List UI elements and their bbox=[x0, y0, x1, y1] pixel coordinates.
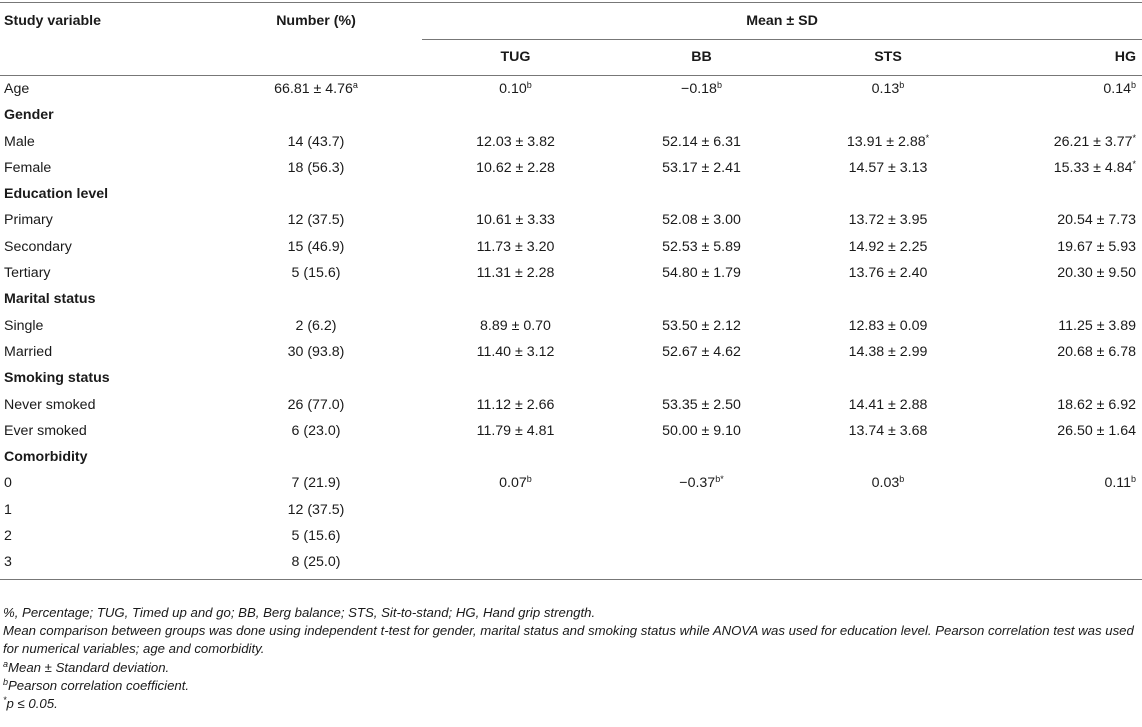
cell-bb: $-0.37^{b*}$ bbox=[679, 474, 724, 492]
cell-sts: 14.92 ± 2.25 bbox=[848, 238, 928, 255]
cell-hg: 19.67 ± 5.93 bbox=[1057, 238, 1137, 255]
table-row bbox=[0, 418, 1142, 444]
section-row bbox=[0, 444, 1142, 470]
cell-number: 18 (56.3) bbox=[287, 159, 345, 176]
header-tug: TUG bbox=[422, 40, 609, 76]
cell-hg: 0.11$^b$ bbox=[1104, 474, 1137, 492]
cell-number: 12 (37.5) bbox=[287, 212, 345, 229]
table-row bbox=[0, 76, 1142, 103]
cell-bb: 50.00 ± 9.10 bbox=[662, 422, 741, 439]
row-label: Married bbox=[4, 343, 53, 360]
table-row bbox=[0, 497, 1142, 523]
cell-number: 15 (46.9) bbox=[287, 238, 345, 255]
footnote-a: $^a$Mean ± Standard deviation. bbox=[3, 658, 170, 675]
header-sts: STS bbox=[794, 40, 982, 76]
cell-number: 6 (23.0) bbox=[291, 422, 341, 439]
row-label: 0 bbox=[4, 475, 12, 492]
cell-tug: 11.12 ± 2.66 bbox=[476, 396, 555, 413]
cell-bb: 52.08 ± 3.00 bbox=[662, 212, 741, 229]
cell-number: 5 (15.6) bbox=[291, 528, 341, 545]
table-row bbox=[0, 129, 1142, 155]
section-marital: Marital status bbox=[4, 291, 96, 308]
subheader-blank bbox=[0, 40, 210, 76]
cell-tug: 11.79 ± 4.81 bbox=[476, 422, 555, 439]
footnote-b: $^b$Pearson correlation coefficient. bbox=[3, 676, 190, 693]
header-number: Number (%) bbox=[210, 3, 422, 40]
header-bb: BB bbox=[609, 40, 794, 76]
cell-sts: 13.91 ± 2.88* bbox=[846, 132, 930, 150]
section-comorbidity: Comorbidity bbox=[4, 449, 88, 466]
cell-bb: 52.53 ± 5.89 bbox=[662, 238, 741, 255]
cell-hg: 20.68 ± 6.78 bbox=[1057, 343, 1137, 360]
section-education: Education level bbox=[4, 186, 109, 203]
table-footnotes bbox=[3, 604, 1139, 713]
table-row bbox=[0, 207, 1142, 233]
cell-number: 8 (25.0) bbox=[210, 549, 422, 580]
cell-sts: 12.83 ± 0.09 bbox=[848, 317, 928, 334]
cell-tug: 0.10$^b$ bbox=[499, 80, 532, 97]
section-row bbox=[0, 286, 1142, 312]
row-label: Female bbox=[4, 159, 52, 176]
cell-number: 14 (43.7) bbox=[287, 133, 345, 150]
footnote-abbreviations: %, Percentage; TUG, Timed up and go; BB, Berg balance; STS, Sit-to-stand; HG, Hand grip strength. bbox=[3, 605, 596, 620]
row-label: Ever smoked bbox=[4, 422, 87, 439]
cell-tug: 10.62 ± 2.28 bbox=[476, 159, 555, 176]
table-row bbox=[0, 339, 1142, 365]
cell-bb: 54.80 ± 1.79 bbox=[662, 265, 741, 282]
row-label: Primary bbox=[4, 212, 53, 229]
header-hg: HG bbox=[982, 40, 1142, 76]
cell-hg: 11.25 ± 3.89 bbox=[1058, 317, 1137, 334]
section-smoking: Smoking status bbox=[4, 370, 110, 387]
section-row bbox=[0, 365, 1142, 391]
cell-sts: 13.72 ± 3.95 bbox=[848, 212, 928, 229]
cell-tug: 8.89 ± 0.70 bbox=[480, 317, 551, 334]
cell-hg: 15.33 ± 4.84* bbox=[1053, 158, 1137, 176]
table-row bbox=[0, 313, 1142, 339]
table-row bbox=[0, 549, 1142, 580]
cell-number: 66.81 ± 4.76$^a$ bbox=[274, 80, 358, 97]
table-row bbox=[0, 523, 1142, 549]
cell-bb: 53.50 ± 2.12 bbox=[662, 317, 741, 334]
cell-bb: 52.67 ± 4.62 bbox=[662, 343, 741, 360]
row-label: Secondary bbox=[4, 238, 72, 255]
header-mean-sd: Mean ± SD bbox=[422, 3, 1142, 40]
cell-number: 2 (6.2) bbox=[295, 317, 337, 334]
cell-number: 12 (37.5) bbox=[287, 501, 345, 518]
data-table bbox=[0, 2, 1142, 580]
cell-sts: 13.76 ± 2.40 bbox=[848, 265, 928, 282]
cell-hg: 26.50 ± 1.64 bbox=[1057, 422, 1137, 439]
cell-hg: 20.54 ± 7.73 bbox=[1057, 212, 1137, 229]
footnote-significance: *p ≤ 0.05. bbox=[3, 695, 58, 712]
cell-number: 5 (15.6) bbox=[291, 265, 341, 282]
cell-tug: 0.07$^b$ bbox=[499, 474, 532, 492]
cell-sts: 14.41 ± 2.88 bbox=[848, 396, 928, 413]
cell-sts: 14.38 ± 2.99 bbox=[848, 343, 928, 360]
cell-hg: 26.21 ± 3.77* bbox=[1053, 132, 1137, 150]
cell-number: 26 (77.0) bbox=[287, 396, 345, 413]
row-label: 1 bbox=[4, 501, 12, 518]
section-row bbox=[0, 181, 1142, 207]
cell-bb: 53.35 ± 2.50 bbox=[662, 396, 741, 413]
table-row bbox=[0, 234, 1142, 260]
row-label: Age bbox=[4, 81, 30, 97]
cell-sts: 13.74 ± 3.68 bbox=[848, 422, 928, 439]
cell-tug: 12.03 ± 3.82 bbox=[476, 133, 555, 150]
cell-tug: 10.61 ± 3.33 bbox=[476, 212, 555, 229]
row-label: 3 bbox=[0, 549, 210, 580]
cell-hg: 0.14$^b$ bbox=[1103, 80, 1137, 97]
row-label: 2 bbox=[4, 528, 12, 545]
subheader-row bbox=[0, 40, 1142, 76]
cell-bb: −0.18$^b$ bbox=[681, 80, 722, 97]
table-row bbox=[0, 392, 1142, 418]
cell-sts: 14.57 ± 3.13 bbox=[848, 159, 928, 176]
table-row bbox=[0, 155, 1142, 181]
cell-tug: 11.73 ± 3.20 bbox=[476, 238, 555, 255]
cell-sts: 0.13$^b$ bbox=[871, 80, 905, 97]
row-label: Never smoked bbox=[4, 396, 96, 413]
footnote-method: Mean comparison between groups was done using independent t-test for gender, marital status and smoking status while ANOVA was used for education level. Pearson correlation test was used for numerical variables; age and comorbidity. bbox=[3, 623, 1134, 657]
table-row bbox=[0, 470, 1142, 496]
table-row bbox=[0, 260, 1142, 286]
header-study-variable: Study variable bbox=[0, 3, 210, 40]
cell-hg: 18.62 ± 6.92 bbox=[1057, 396, 1137, 413]
cell-number: 7 (21.9) bbox=[291, 475, 341, 492]
cell-sts: 0.03$^b$ bbox=[871, 474, 905, 492]
cell-tug: 11.40 ± 3.12 bbox=[476, 343, 555, 360]
cell-bb: 52.14 ± 6.31 bbox=[662, 133, 741, 150]
row-label: Tertiary bbox=[4, 265, 51, 282]
cell-hg: 20.30 ± 9.50 bbox=[1057, 265, 1137, 282]
cell-number: 30 (93.8) bbox=[287, 343, 345, 360]
cell-bb: 53.17 ± 2.41 bbox=[662, 159, 741, 176]
section-gender: Gender bbox=[4, 107, 54, 124]
header-row bbox=[0, 3, 1142, 40]
section-row bbox=[0, 102, 1142, 128]
row-label: Single bbox=[4, 317, 44, 334]
subheader-blank bbox=[210, 40, 422, 76]
cell-tug: 11.31 ± 2.28 bbox=[476, 265, 555, 282]
row-label: Male bbox=[4, 133, 35, 150]
